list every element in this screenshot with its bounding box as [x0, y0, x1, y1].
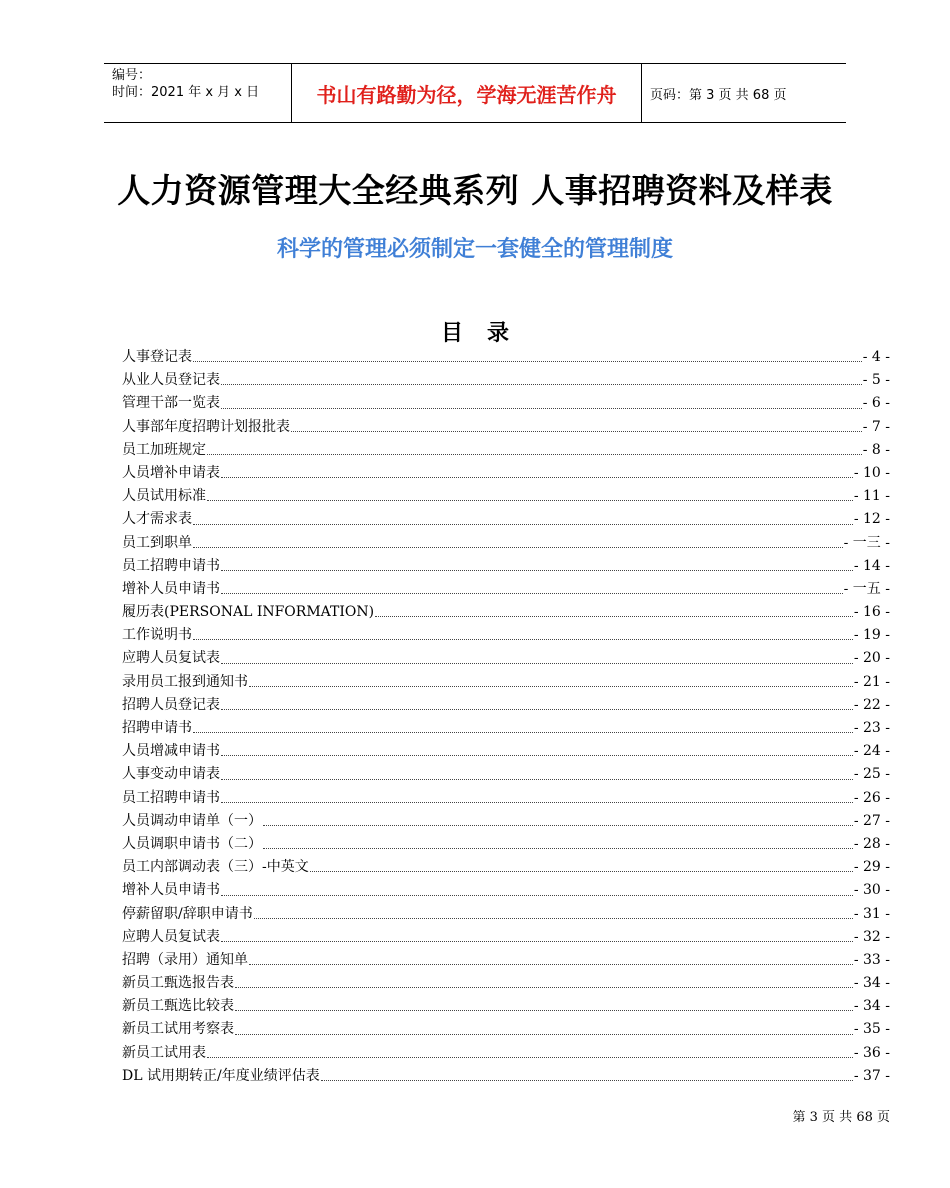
document-subtitle: 科学的管理必须制定一套健全的管理制度 — [276, 237, 673, 262]
toc-entry[interactable] — [122, 763, 890, 786]
toc-entry-page: - 19 - — [853, 627, 890, 644]
toc-leader-dots — [221, 778, 853, 780]
toc-entry-title: 人员增减申请书 — [122, 743, 220, 760]
toc-entry-title: 员工内部调动表（三）-中英文 — [122, 859, 309, 876]
toc-entry-title: 员工到职单 — [122, 534, 192, 551]
toc-entry-title: 应聘人员复试表 — [122, 928, 220, 945]
toc-entry-title: 人事部年度招聘计划报批表 — [122, 418, 290, 435]
toc-leader-dots — [193, 360, 862, 362]
toc-entry-page: - 32 - — [853, 928, 890, 945]
toc-entry-page: - 34 - — [853, 975, 890, 992]
toc-entry-title: 人员增补申请表 — [122, 464, 220, 481]
toc-entry[interactable] — [122, 485, 890, 508]
toc-entry-page: - 16 - — [853, 604, 890, 621]
toc-entry-page: - 12 - — [853, 511, 890, 528]
toc-leader-dots — [221, 708, 853, 710]
toc-leader-dots — [221, 754, 853, 756]
toc-entry-title: 录用员工报到通知书 — [122, 673, 248, 690]
toc-leader-dots — [207, 1056, 853, 1058]
toc-leader-dots — [207, 499, 853, 501]
toc-entry-title: 人才需求表 — [122, 511, 192, 528]
toc-entry[interactable] — [122, 1042, 890, 1065]
toc-entry[interactable] — [122, 972, 890, 995]
toc-entry-page: - 24 - — [853, 743, 890, 760]
toc-entry[interactable] — [122, 671, 890, 694]
toc-entry-page: - 23 - — [853, 720, 890, 736]
toc-entry-page: - 10 - — [853, 464, 890, 481]
toc-entry-title: 管理干部一览表 — [122, 395, 220, 412]
toc-entry[interactable] — [122, 856, 890, 879]
toc-entry[interactable] — [122, 578, 890, 601]
toc-entry-title: 人事登记表 — [122, 349, 192, 365]
toc-leader-dots — [207, 453, 862, 455]
toc-entry-page: - 4 - — [862, 349, 890, 365]
toc-entry-title: 员工招聘申请书 — [122, 789, 220, 806]
toc-entry[interactable] — [122, 1018, 890, 1041]
time-label: 时间：2021 年 x 月 x 日 — [112, 85, 260, 100]
toc-leader-dots — [235, 986, 853, 988]
toc-entry[interactable] — [122, 833, 890, 856]
toc-entry[interactable] — [122, 508, 890, 531]
toc-entry-page: - 20 - — [853, 650, 890, 667]
toc-leader-dots — [375, 615, 853, 617]
toc-leader-dots — [263, 824, 853, 826]
header-motto: 书山有路勤为径，学海无涯苦作舟 — [292, 64, 642, 122]
toc-entry-title: 人员试用标准 — [122, 488, 206, 505]
toc-entry-page: - 33 - — [853, 951, 890, 968]
toc-leader-dots — [221, 569, 853, 571]
toc-leader-dots — [221, 894, 853, 896]
page-footer: 第 3 页 共 68 页 — [792, 1110, 890, 1125]
toc-entry-title: 从业人员登记表 — [122, 372, 220, 389]
toc-entry-page: - 30 - — [853, 882, 890, 899]
toc-entry-title: 招聘人员登记表 — [122, 696, 220, 713]
toc-entry[interactable] — [122, 717, 890, 740]
toc-entry-page: - 34 - — [853, 998, 890, 1015]
toc-leader-dots — [321, 1079, 853, 1081]
toc-leader-dots — [291, 430, 862, 432]
toc-entry[interactable] — [122, 1065, 890, 1088]
toc-entry[interactable] — [122, 787, 890, 810]
toc-entry-page: - 25 - — [853, 766, 890, 783]
toc-leader-dots — [235, 1033, 853, 1035]
toc-leader-dots — [221, 476, 853, 478]
toc-entry[interactable] — [122, 439, 890, 462]
toc-entry-page: - 22 - — [853, 696, 890, 713]
toc-entry-page: - 8 - — [862, 441, 890, 458]
toc-entry[interactable] — [122, 416, 890, 439]
toc-entry-title: 新员工试用表 — [122, 1044, 206, 1061]
toc-entry-page: - 一三 - — [843, 534, 890, 551]
toc-entry-title: 增补人员申请书 — [122, 882, 220, 899]
toc-leader-dots — [254, 917, 853, 919]
toc-entry-page: - 27 - — [853, 812, 890, 829]
toc-entry-title: 招聘（录用）通知单 — [122, 951, 248, 968]
toc-entry-title: 员工加班规定 — [122, 441, 206, 458]
toc-entry-title: 人员调动申请单（一） — [122, 812, 262, 829]
toc-leader-dots — [310, 870, 853, 872]
toc-leader-dots — [263, 847, 853, 849]
toc-entry-title: 人员调职申请书（二） — [122, 835, 262, 852]
toc-entry-page: - 一五 - — [843, 580, 890, 597]
toc-leader-dots — [221, 662, 853, 664]
toc-entry-title: 招聘申请书 — [122, 720, 192, 736]
toc-entry[interactable] — [122, 810, 890, 833]
toc-leader-dots — [221, 940, 853, 942]
toc-entry[interactable] — [122, 346, 890, 369]
toc-entry[interactable] — [122, 949, 890, 972]
toc-entry-title: 新员工甄选报告表 — [122, 975, 234, 992]
toc-entry[interactable] — [122, 369, 890, 392]
toc-entry-title: 新员工甄选比较表 — [122, 998, 234, 1015]
toc-leader-dots — [221, 407, 862, 409]
toc-heading: 目录 — [440, 321, 533, 346]
toc-entry-page: - 28 - — [853, 835, 890, 852]
toc-entry-title: 应聘人员复试表 — [122, 650, 220, 667]
toc-entry[interactable] — [122, 903, 890, 926]
toc-entry-page: - 35 - — [853, 1021, 890, 1038]
toc-entry[interactable] — [122, 879, 890, 902]
toc-entry[interactable] — [122, 647, 890, 670]
toc-leader-dots — [193, 731, 853, 733]
table-of-contents — [122, 346, 890, 1088]
toc-leader-dots — [235, 1009, 853, 1011]
toc-leader-dots — [193, 523, 853, 525]
toc-leader-dots — [249, 685, 853, 687]
toc-entry[interactable] — [122, 694, 890, 717]
header-page-label: 页码：第 3 页 共 68 页 — [650, 87, 787, 103]
toc-entry-title: 停薪留职/辞职申请书 — [122, 905, 253, 922]
toc-entry[interactable] — [122, 995, 890, 1018]
toc-leader-dots — [249, 963, 853, 965]
toc-leader-dots — [221, 383, 862, 385]
toc-leader-dots — [193, 638, 853, 640]
toc-leader-dots — [221, 592, 843, 594]
toc-entry-page: - 5 - — [862, 372, 890, 389]
toc-entry-page: - 26 - — [853, 789, 890, 806]
toc-entry[interactable] — [122, 532, 890, 555]
toc-entry-page: - 11 - — [853, 488, 890, 505]
document-title: 人力资源管理大全经典系列 人事招聘资料及样表 — [117, 171, 833, 210]
toc-entry-title: 工作说明书 — [122, 627, 192, 644]
toc-entry[interactable] — [122, 624, 890, 647]
toc-entry-page: - 29 - — [853, 859, 890, 876]
toc-entry[interactable] — [122, 926, 890, 949]
toc-entry-page: - 36 - — [853, 1044, 890, 1061]
header-meta — [104, 64, 292, 122]
toc-entry[interactable] — [122, 462, 890, 485]
page-header — [104, 63, 846, 123]
toc-entry[interactable] — [122, 392, 890, 415]
toc-leader-dots — [221, 801, 853, 803]
toc-entry[interactable] — [122, 740, 890, 763]
number-label: 编号： — [112, 68, 152, 83]
toc-entry-page: - 14 - — [853, 557, 890, 574]
toc-entry-title: 员工招聘申请书 — [122, 557, 220, 574]
toc-entry-title: 增补人员申请书 — [122, 580, 220, 597]
toc-entry-page: - 7 - — [862, 418, 890, 435]
toc-leader-dots — [193, 546, 843, 548]
toc-entry-title: 履历表(PERSONAL INFORMATION) — [122, 604, 375, 621]
toc-entry-page: - 31 - — [853, 905, 890, 922]
toc-entry[interactable] — [122, 555, 890, 578]
toc-entry-title: 新员工试用考察表 — [122, 1021, 234, 1038]
toc-entry[interactable] — [122, 601, 890, 624]
toc-entry-page: - 21 - — [853, 673, 890, 690]
toc-entry-title: DL 试用期转正/年度业绩评估表 — [122, 1067, 320, 1084]
toc-entry-title: 人事变动申请表 — [122, 766, 220, 783]
toc-entry-page: - 6 - — [862, 395, 890, 412]
toc-entry-page: - 37 - — [853, 1067, 890, 1084]
